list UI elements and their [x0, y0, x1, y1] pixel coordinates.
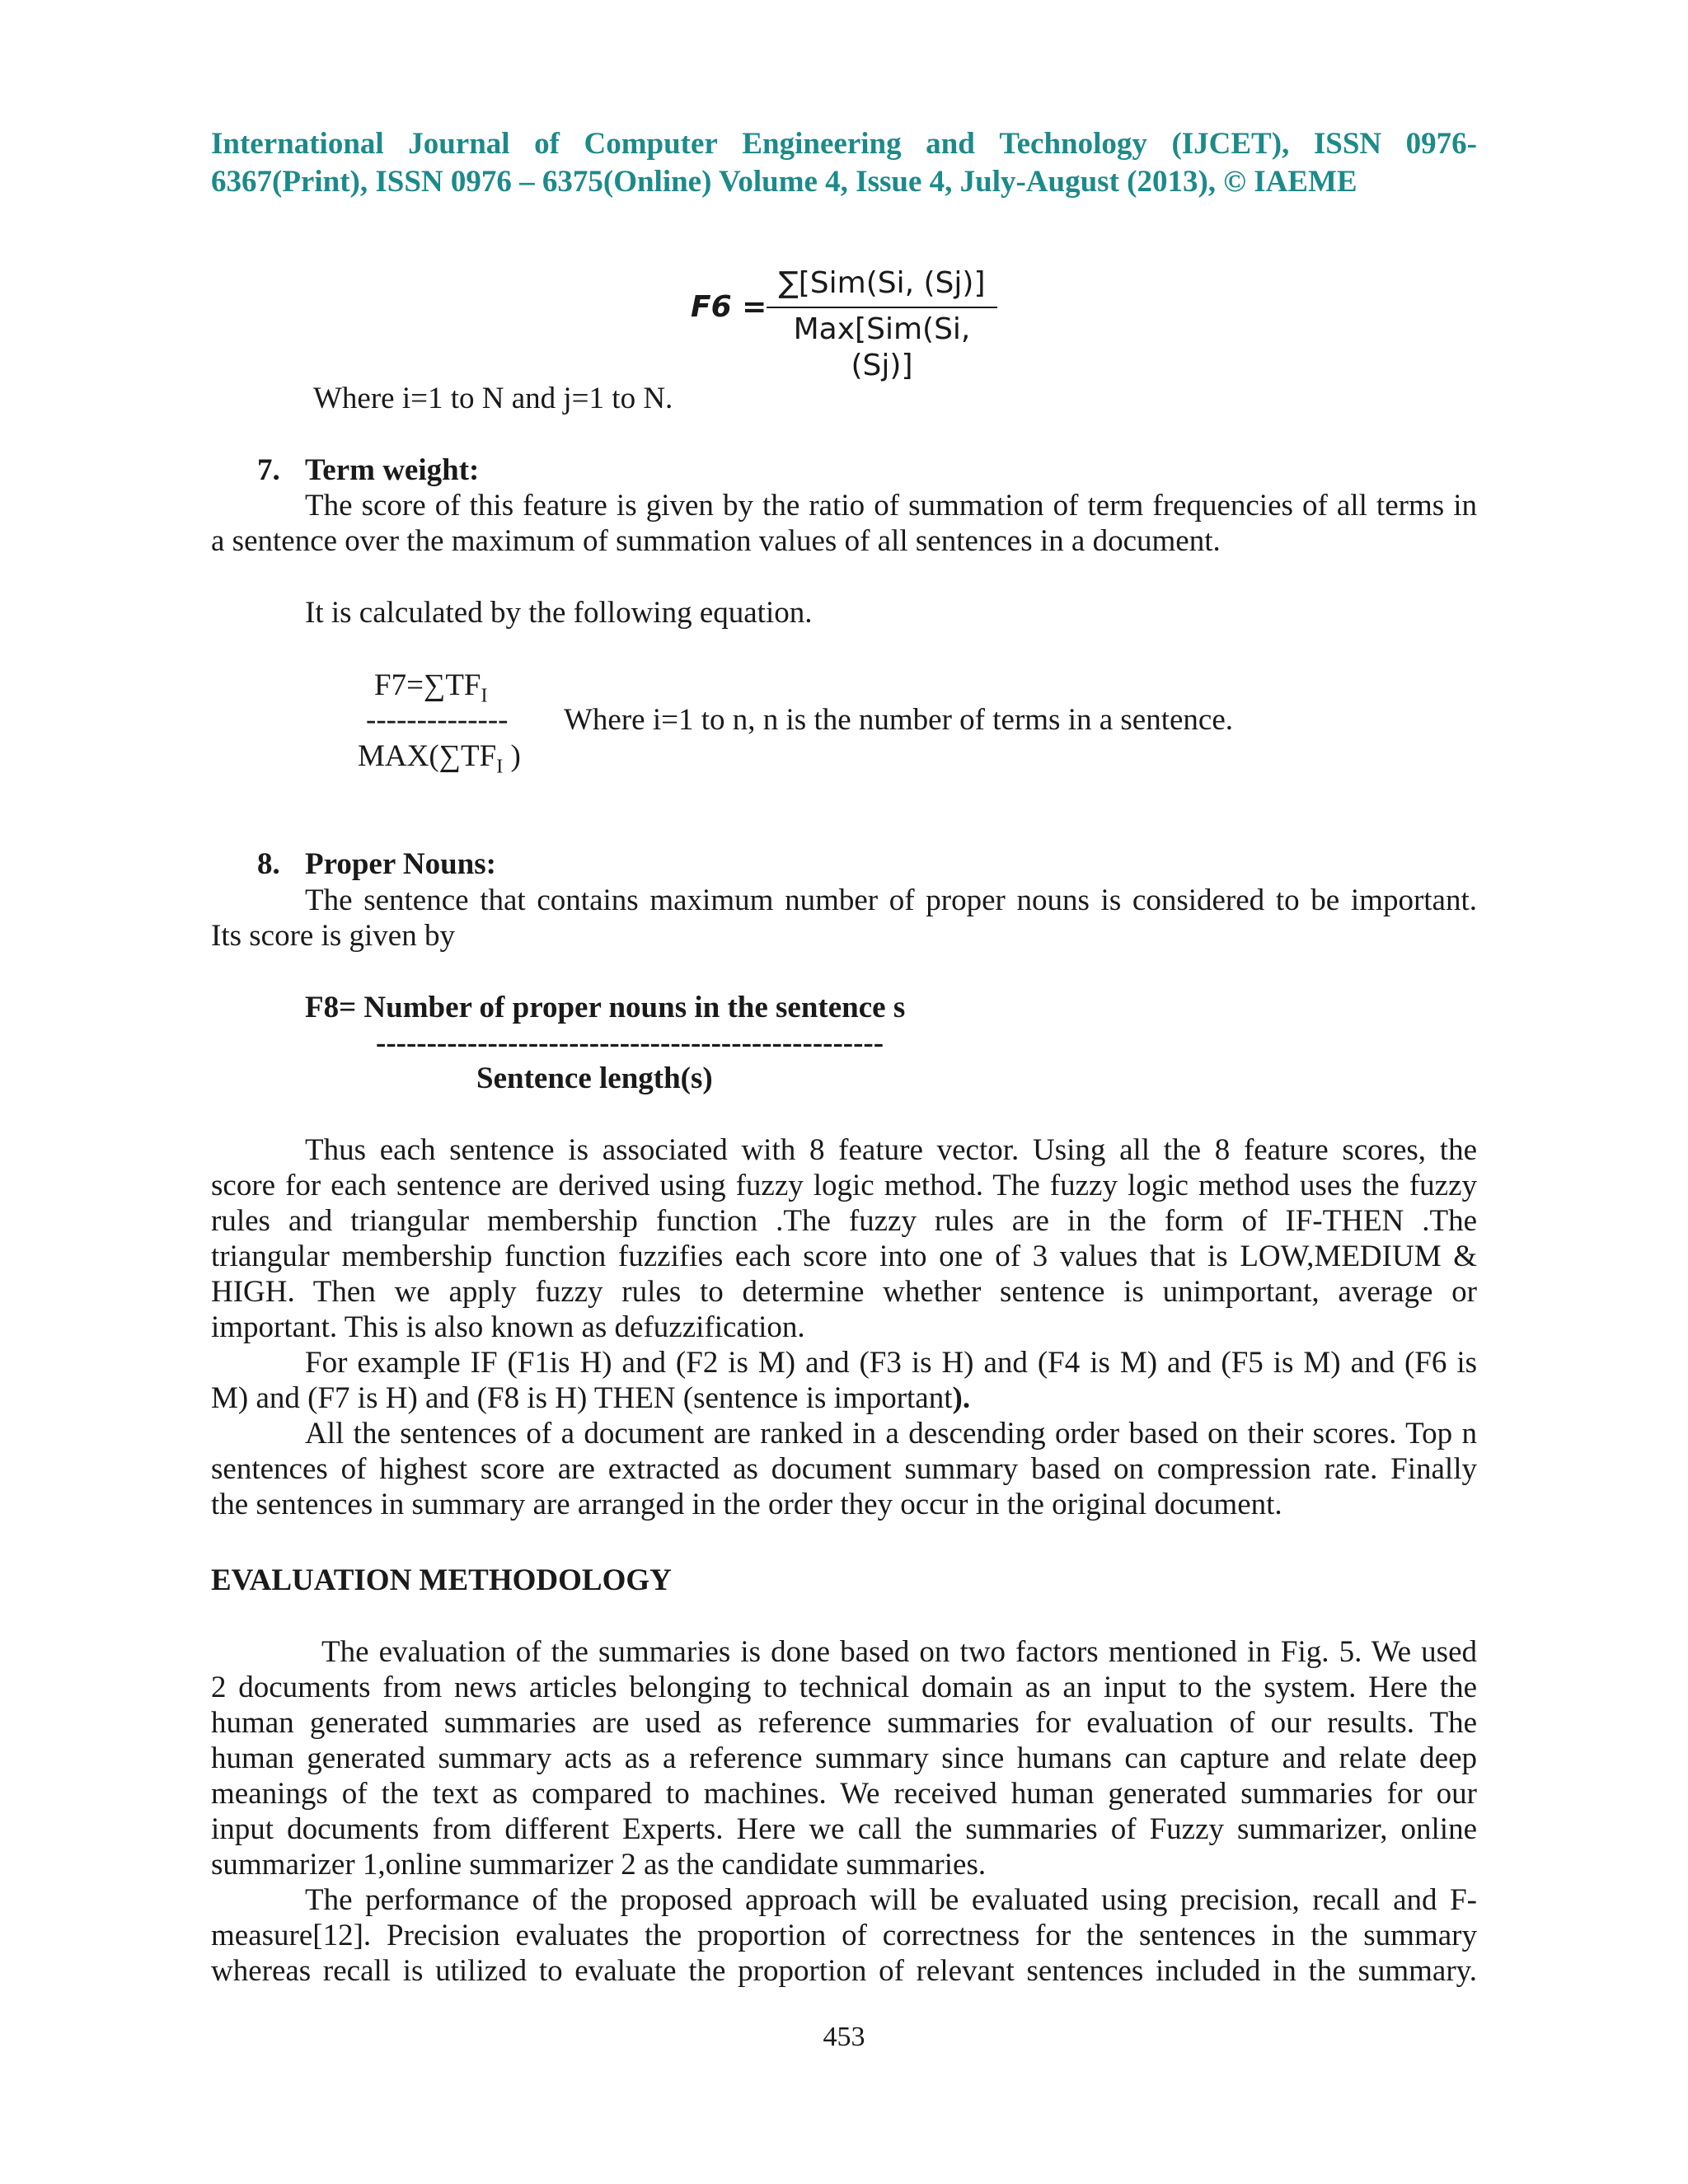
section7-number: 7.: [257, 453, 280, 487]
paragraph-line: sentences of highest score are extracted as document summary based on compression rate. Finally: [211, 1452, 1477, 1486]
f7-dash-line: --------------: [366, 703, 509, 737]
f7-denominator: [358, 738, 521, 785]
header-word: of: [534, 127, 560, 161]
paragraph-line: Thus each sentence is associated with 8 feature vector. Using all the 8 feature scores, the: [305, 1133, 1477, 1167]
paragraph-line: score for each sentence are derived using fuzzy logic method. The fuzzy logic method uses the fuzzy: [211, 1169, 1477, 1202]
section8-para-line: Its score is given by: [211, 919, 455, 953]
f7-subscript: I: [496, 756, 504, 778]
f7-denominator-close: ): [503, 739, 521, 773]
paragraph-line: whereas recall is utilized to evaluate the proportion of relevant sentences included in the summary.: [211, 1954, 1477, 1988]
header-word: (IJCET),: [1171, 127, 1290, 161]
header-word: and: [926, 127, 975, 161]
f8-dash-line: --------------------------------------------------: [376, 1026, 884, 1060]
header-line-2: 6367(Print), ISSN 0976 – 6375(Online) Volume 4, Issue 4, July-August (2013), © IAEME: [211, 165, 1357, 199]
paragraph-line: The performance of the proposed approach will be evaluated using precision, recall and F-: [305, 1883, 1477, 1917]
f6-denominator: Max[Sim(Si, (Sj)]: [793, 312, 971, 382]
f8-denominator: Sentence length(s): [476, 1062, 713, 1095]
page-number: 453: [823, 2022, 865, 2052]
paragraph-line: rules and triangular membership function .The fuzzy rules are in the form of IF-THEN .The: [211, 1204, 1477, 1238]
f6-lhs: F6 =: [691, 290, 767, 324]
paragraph-line: 2 documents from news articles belonging to technical domain as an input to the system. Here the: [211, 1671, 1477, 1704]
journal-header: [211, 125, 1477, 201]
paragraph-line: human generated summaries are used as reference summaries for evaluation of our results. The: [211, 1706, 1477, 1740]
paragraph-line: summarizer 1,online summarizer 2 as the candidate summaries.: [211, 1848, 987, 1882]
paragraph-line: important. This is also known as defuzzification.: [211, 1310, 805, 1344]
header-line-1: [211, 125, 1477, 163]
f7-numerator-text: F7=∑TF: [374, 668, 481, 702]
paragraph-line: [211, 1380, 970, 1416]
section8-title: Proper Nouns:: [305, 847, 496, 881]
paragraph-line: All the sentences of a document are ranked in a descending order based on their scores. Top n: [305, 1417, 1477, 1451]
f7-denominator-text: MAX(∑TF: [358, 739, 497, 773]
paragraph-line: HIGH. Then we apply fuzzy rules to determine whether sentence is unimportant, average or: [211, 1275, 1477, 1309]
evaluation-heading: EVALUATION METHODOLOGY: [211, 1563, 672, 1597]
paragraph-line: For example IF (F1is H) and (F2 is M) and (F3 is H) and (F4 is M) and (F5 is M) and (F6 is: [305, 1346, 1477, 1380]
paragraph-bold-text: ).: [952, 1381, 971, 1415]
paragraph-line: input documents from different Experts. Here we call the summaries of Fuzzy summarizer, online: [211, 1812, 1477, 1846]
section7-calc-text: It is calculated by the following equation.: [305, 596, 813, 630]
header-word: ISSN: [1313, 127, 1382, 161]
section7-para-line: The score of this feature is given by the ratio of summation of term frequencies of all terms in: [305, 489, 1477, 523]
f6-fraction-bar: [767, 307, 997, 308]
f6-where-text: Where i=1 to N and j=1 to N.: [313, 382, 673, 415]
header-word: Journal: [408, 127, 510, 161]
section7-para-line: a sentence over the maximum of summation values of all sentences in a document.: [211, 524, 1221, 558]
paragraph-line: The evaluation of the summaries is done based on two factors mentioned in Fig. 5. We used: [321, 1635, 1477, 1669]
header-word: Computer: [584, 127, 718, 161]
header-word: 0976-: [1405, 127, 1477, 161]
section8-number: 8.: [257, 847, 280, 881]
f6-numerator: ∑[Sim(Si, (Sj)]: [778, 266, 986, 300]
paragraph-line: human generated summary acts as a reference summary since humans can capture and relate deep: [211, 1741, 1477, 1775]
section7-title: Term weight:: [305, 453, 480, 487]
paragraph-line: triangular membership function fuzzifies each score into one of 3 values that is LOW,MEDIUM &: [211, 1240, 1477, 1273]
f8-numerator: F8= Number of proper nouns in the sentence s: [305, 991, 906, 1024]
paragraph-text: M) and (F7 is H) and (F8 is H) THEN (sentence is important: [211, 1381, 953, 1415]
paragraph-line: the sentences in summary are arranged in the order they occur in the original document.: [211, 1488, 1282, 1521]
f7-subscript: I: [481, 685, 488, 707]
header-word: Engineering: [742, 127, 902, 161]
paragraph-line: measure[12]. Precision evaluates the proportion of correctness for the sentences in the summary: [211, 1919, 1477, 1952]
header-word: Technology: [999, 127, 1147, 161]
header-word: International: [211, 127, 384, 161]
section8-para-line: The sentence that contains maximum number of proper nouns is considered to be important.: [305, 883, 1477, 917]
paragraph-line: meanings of the text as compared to machines. We received human generated summaries for our: [211, 1777, 1477, 1811]
f7-where-text: Where i=1 to n, n is the number of terms in a sentence.: [564, 703, 1234, 737]
